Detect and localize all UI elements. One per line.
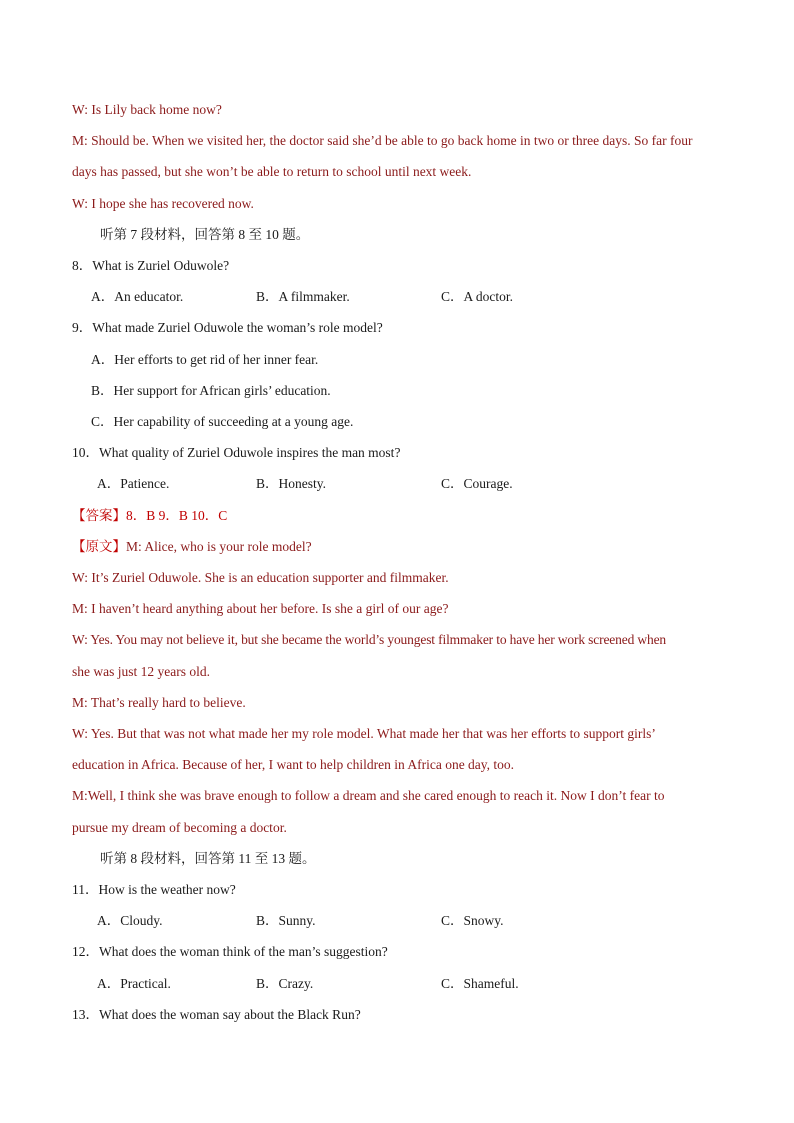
transcript-line: W: Yes. You may not believe it, but she became the world’s youngest filmmaker to have her work screened when <box>72 632 667 647</box>
transcript-label: 【原文】 <box>72 539 126 554</box>
option-a: A．Her efforts to get rid of her inner fear. <box>91 352 319 367</box>
option-c: C．Courage. <box>441 476 513 491</box>
transcript-line: pursue my dream of becoming a doctor. <box>72 820 287 835</box>
dialog-line: M: Should be. When we visited her, the doctor said she’d be able to go back home in two or three days. So far four <box>72 133 693 148</box>
option-b: B．Sunny. <box>256 913 316 928</box>
question-stem: 9．What made Zuriel Oduwole the woman’s role model? <box>72 320 383 335</box>
transcript-line: M:Well, I think she was brave enough to follow a dream and she cared enough to reach it. Now I don’t fear to <box>72 788 665 803</box>
question-stem: 13．What does the woman say about the Black Run? <box>72 1007 361 1022</box>
answer-line <box>72 508 227 524</box>
option-c: C．Shameful. <box>441 976 519 991</box>
transcript-line: W: Yes. But that was not what made her my role model. What made her that was her efforts to support girls’ <box>72 726 656 741</box>
option-a: A．Patience. <box>97 476 170 491</box>
question-stem: 11．How is the weather now? <box>72 882 236 897</box>
question-stem: 12．What does the woman think of the man’s suggestion? <box>72 944 388 959</box>
transcript-line: education in Africa. Because of her, I want to help children in Africa one day, too. <box>72 757 515 772</box>
section-heading: 听第 8 段材料，回答第 11 至 13 题。 <box>100 851 316 866</box>
option-b: B．Crazy. <box>256 976 314 991</box>
option-b: B．A filmmaker. <box>256 289 350 304</box>
answer-values: 8．B 9．B 10．C <box>126 508 228 523</box>
question-stem: 10．What quality of Zuriel Oduwole inspires the man most? <box>72 445 401 460</box>
transcript-text: M: Alice, who is your role model? <box>126 539 312 554</box>
transcript-line: M: I haven’t heard anything about her before. Is she a girl of our age? <box>72 601 449 616</box>
dialog-line: W: I hope she has recovered now. <box>72 196 254 211</box>
option-b: B．Honesty. <box>256 476 326 491</box>
dialog-line: days has passed, but she won’t be able to return to school until next week. <box>72 164 472 179</box>
option-b: B．Her support for African girls’ education. <box>91 383 331 398</box>
transcript-line: M: That’s really hard to believe. <box>72 695 246 710</box>
option-c: C．Snowy. <box>441 913 504 928</box>
option-a: A．Practical. <box>97 976 171 991</box>
option-c: C．A doctor. <box>441 289 514 304</box>
option-a: A．An educator. <box>91 289 184 304</box>
question-stem: 8．What is Zuriel Oduwole? <box>72 258 230 273</box>
option-c: C．Her capability of succeeding at a young age. <box>91 414 354 429</box>
transcript-line <box>72 539 722 555</box>
dialog-line: W: Is Lily back home now? <box>72 102 222 117</box>
transcript-line: W: It’s Zuriel Oduwole. She is an education supporter and filmmaker. <box>72 570 449 585</box>
answer-label: 【答案】 <box>72 508 126 523</box>
option-a: A．Cloudy. <box>97 913 163 928</box>
transcript-line: she was just 12 years old. <box>72 664 210 679</box>
section-heading: 听第 7 段材料，回答第 8 至 10 题。 <box>100 227 310 242</box>
